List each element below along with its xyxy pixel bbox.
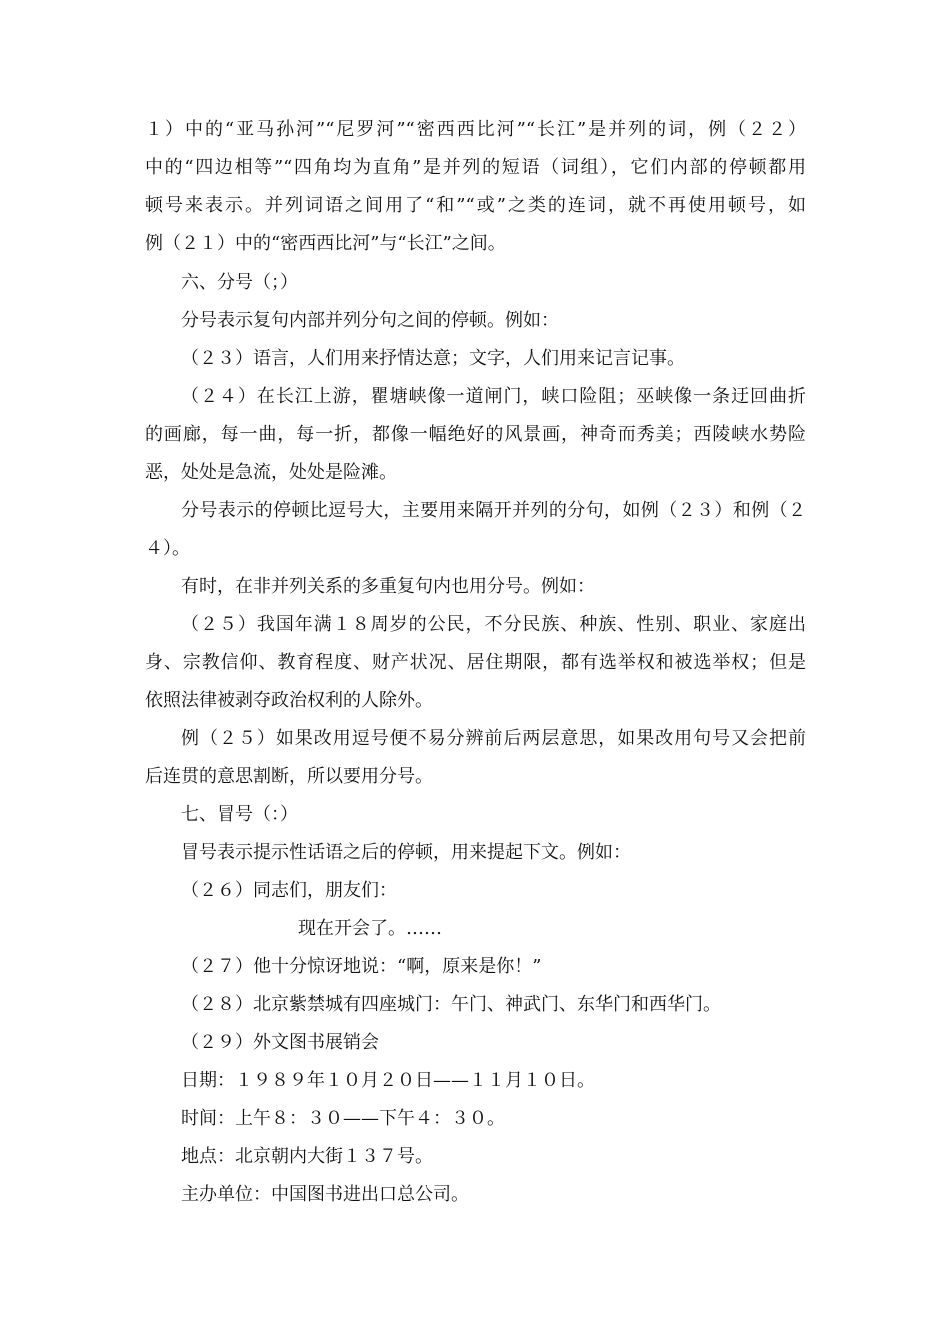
body-line: 冒号表示提示性话语之后的停顿，用来提起下文。例如： (181, 842, 631, 863)
body-line: ４）。 (145, 538, 190, 559)
example-line: 恶，处处是急流，处处是险滩。 (145, 462, 397, 483)
body-line: 有时，在非并列关系的多重复句内也用分号。例如： (181, 576, 595, 597)
body-line: 中的“四边相等”“四角均为直角”是并列的短语（词组），它们内部的停顿都用 (145, 157, 806, 178)
example-line: （２９）外文图书展销会 (181, 1032, 379, 1053)
body-line: 例（２１）中的“密西西比河”与“长江”之间。 (145, 233, 506, 254)
example-line: （２７）他十分惊讶地说：“啊，原来是你！” (181, 956, 542, 977)
example-line: 时间：上午８：３０——下午４：３０。 (181, 1108, 505, 1129)
example-line: （２８）北京紫禁城有四座城门：午门、神武门、东华门和西华门。 (181, 994, 721, 1015)
section-heading-semicolon: 六、分号（；） (181, 272, 298, 293)
body-line: 分号表示的停顿比逗号大，主要用来隔开并列的分句，如例（２３）和例（２ (181, 500, 806, 521)
body-line: 后连贯的意思割断，所以要用分号。 (145, 766, 433, 787)
example-line: 日期：１９８９年１０月２０日——１１月１０日。 (181, 1070, 595, 1091)
example-line: 身、宗教信仰、教育程度、财产状况、居住期限，都有选举权和被选举权；但是 (145, 652, 806, 673)
body-line: 例（２５）如果改用逗号便不易分辨前后两层意思，如果改用句号又会把前 (181, 728, 806, 749)
example-line: 依照法律被剥夺政治权利的人除外。 (145, 690, 433, 711)
example-line: 的画廊，每一曲，每一折，都像一幅绝好的风景画，神奇而秀美；西陵峡水势险 (145, 424, 806, 445)
body-line: 分号表示复句内部并列分句之间的停顿。例如： (181, 310, 559, 331)
example-line: （２４）在长江上游，瞿塘峡像一道闸门，峡口险阻；巫峡像一条迂回曲折 (181, 386, 806, 407)
example-line: （２３）语言，人们用来抒情达意；文字，人们用来记言记事。 (181, 348, 685, 369)
example-line: 现在开会了。…… (298, 918, 442, 939)
section-heading-colon: 七、冒号（：） (181, 804, 298, 825)
example-line: 主办单位：中国图书进出口总公司。 (181, 1184, 469, 1205)
example-line: （２６）同志们，朋友们： (181, 880, 397, 901)
example-line: （２５）我国年满１８周岁的公民，不分民族、种族、性别、职业、家庭出 (181, 614, 806, 635)
example-line: 地点：北京朝内大街１３７号。 (181, 1146, 433, 1167)
body-line: １）中的“亚马孙河”“尼罗河”“密西西比河”“长江”是并列的词，例（２２） (145, 119, 806, 140)
body-line: 顿号来表示。并列词语之间用了“和”“或”之类的连词，就不再使用顿号，如 (145, 195, 806, 216)
